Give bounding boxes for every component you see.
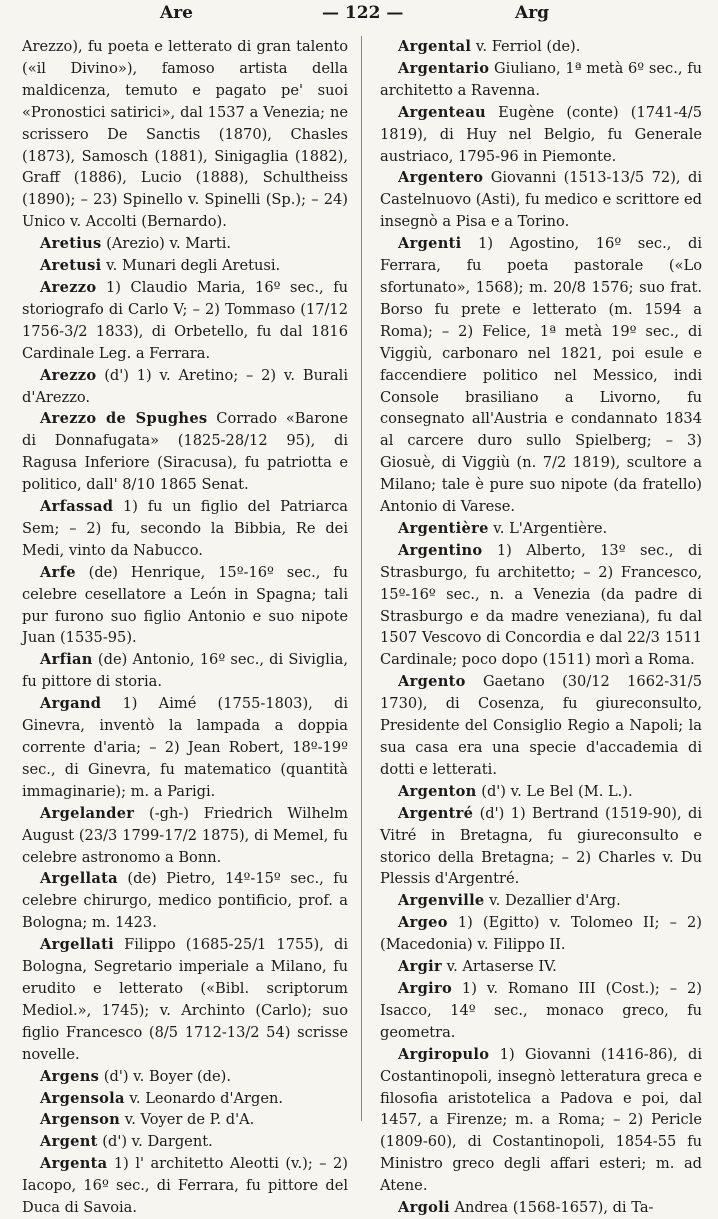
entry-headword: Argentré	[398, 804, 474, 822]
entry-headword: Argenson	[40, 1111, 121, 1129]
entry-headword: Argand	[40, 695, 102, 713]
entry-headword: Argenton	[398, 782, 477, 800]
entry-headword: Argenteau	[398, 103, 486, 121]
dictionary-entry	[22, 365, 348, 409]
dictionary-entry	[380, 781, 702, 803]
entry-headword: Argeo	[398, 914, 448, 932]
entry-headword: Aretius	[40, 235, 102, 253]
entry-headword: Argentario	[398, 59, 490, 77]
dictionary-entry	[380, 956, 702, 978]
dictionary-entry	[380, 102, 702, 168]
entry-headword: Argelander	[40, 804, 135, 822]
dictionary-entry	[22, 277, 348, 365]
entry-headword: Argento	[398, 673, 466, 691]
entry-text: v. Artaserse IV.	[441, 958, 557, 976]
entry-text: v. L'Argentière.	[488, 519, 608, 537]
header-right-guideword: Arg	[515, 3, 550, 23]
dictionary-entry	[22, 36, 348, 233]
dictionary-entry	[22, 803, 348, 869]
dictionary-entry	[22, 562, 348, 650]
entry-text: 1) l' architetto Aleotti (v.); – 2) Iacopo, 16º sec., di Ferrara, fu pittore del Duca di Savoia.	[22, 1155, 348, 1217]
entry-text: Filippo (1685-25/1 1755), di Bologna, Segretario imperiale a Milano, fu erudito e letterato («Bibl. scriptorum Mediol.», 1745); v. Archinto (Carlo); suo figlio Francesco (8/5 1712-13/2 54) scrisse novelle.	[22, 936, 348, 1063]
entry-text: 1) (Egitto) v. Tolomeo II; – 2) (Macedonia) v. Filippo II.	[380, 914, 702, 954]
entry-text: v. Voyer de P. d'A.	[120, 1111, 255, 1129]
entry-headword: Argens	[40, 1067, 100, 1085]
entry-headword: Argentero	[398, 169, 484, 187]
dictionary-entry	[22, 255, 348, 277]
dictionary-entry	[380, 167, 702, 233]
dictionary-entry	[22, 693, 348, 803]
entry-text: 1) Aimé (1755-1803), di Ginevra, inventò la lampada a doppia corrente d'aria; – 2) Jean Robert, 18º-19º sec., di Ginevra, fu matematico (quantità immaginarie); m. a Parigi.	[22, 695, 348, 800]
entry-text: 1) Giovanni (1416-86), di Costantinopoli, insegnò letteratura greca e filosofia aristotelica a Padova e poi, dal 1457, a Firenze; m. a Roma; – 2) Pericle (1809-60), di Costantinopoli, 1854-55 fu Ministro greco degli affari esteri; m. ad Atene.	[380, 1045, 702, 1195]
entry-headword: Argenta	[40, 1155, 108, 1173]
entry-headword: Arfian	[40, 651, 93, 669]
entry-headword: Argent	[40, 1133, 98, 1151]
dictionary-entry	[22, 1131, 348, 1153]
dictionary-entry	[22, 649, 348, 693]
entry-text: Giovanni (1513-13/5 72), di Castelnuovo (Asti), fu medico e scrittore ed insegnò a Pisa e a Torino.	[380, 169, 702, 231]
dictionary-entry	[22, 1088, 348, 1110]
entry-text: (d') v. Le Bel (M. L.).	[476, 782, 633, 800]
dictionary-entry	[380, 978, 702, 1044]
entry-text: v. Ferriol (de).	[471, 38, 581, 55]
dictionary-entry	[380, 540, 702, 671]
entry-headword: Argenti	[398, 235, 462, 253]
entry-headword: Argensola	[40, 1089, 125, 1107]
entry-text: (Arezio) v. Marti.	[101, 235, 232, 253]
entry-text: Andrea (1568-1657), di Ta-	[449, 1199, 654, 1217]
dictionary-entry	[22, 868, 348, 934]
entry-text: Corrado «Barone di Donnafugata» (1825-28/12 95), di Ragusa Inferiore (Siracusa), fu patriotta e politico, dall' 8/10 1865 Senat.	[22, 410, 348, 494]
entry-text: 1) Alberto, 13º sec., di Strasburgo, fu architetto; – 2) Francesco, 15º-16º sec., n. a Venezia (da padre di Strasburgo e da madre veneziana), fu dal 1507 Vescovo di Concordia e dal 22/3 1511 Cardinale; poco dopo (1511) morì a Roma.	[380, 541, 702, 669]
dictionary-entry	[380, 671, 702, 781]
dictionary-entry	[380, 518, 702, 540]
column-divider	[361, 36, 362, 1121]
dictionary-entry	[380, 58, 702, 102]
entry-headword: Argellati	[40, 936, 115, 954]
entry-text: (de) Antonio, 16º sec., di Siviglia, fu pittore di storia.	[22, 651, 348, 691]
entry-text: (-gh-) Friedrich Wilhelm August (23/3 1799-17/2 1875), di Memel, fu celebre astronomo a Bonn.	[22, 804, 348, 866]
entry-headword: Argentière	[398, 519, 489, 537]
dictionary-entry	[380, 803, 702, 891]
right-column	[380, 36, 702, 1219]
entry-text: 1) fu un figlio del Patriarca Sem; – 2) fu, secondo la Bibbia, Re dei Medi, vinto da Nabucco.	[22, 498, 348, 559]
entry-text: (d') v. Dargent.	[97, 1133, 213, 1151]
dictionary-entry	[22, 233, 348, 255]
entry-text: 1) v. Romano III (Cost.); – 2) Isacco, 14º sec., monaco greco, fu geometra.	[380, 979, 702, 1041]
page-header	[0, 3, 718, 29]
entry-headword: Argoli	[398, 1199, 450, 1217]
entry-text: (de) Pietro, 14º-15º sec., fu celebre chirurgo, medico pontificio, prof. a Bologna; m. 1423.	[22, 870, 348, 932]
dictionary-entry	[22, 1109, 348, 1131]
dictionary-entry	[380, 1044, 702, 1197]
entry-text: (d') 1) v. Aretino; – 2) v. Burali d'Arezzo.	[22, 366, 348, 406]
entry-text: v. Dezallier d'Arg.	[484, 892, 621, 910]
entry-text: Arezzo), fu poeta e letterato di gran talento («il Divino»), famoso artista della maldicenza, temuto e pagato pe' suoi «Pronostici satirici», dal 1537 a Venezia; ne scrissero De Sanctis (1870), Chasles (1873), Samosch (1881), Sinigaglia (1882), Graff (1886), Lucio (1888), Schultheiss (1890); – 23) Spinello v. Spinelli (Sp.); – 24) Unico v. Accolti (Bernardo).	[22, 38, 348, 231]
entry-headword: Arezzo de Spughes	[40, 410, 208, 428]
entry-text: 1) Agostino, 16º sec., di Ferrara, fu poeta pastorale («Lo sfortunato», 1568); m. 20/8 1576; suo frat. Borso fu prete e letterato (m. 1594 a Roma); – 2) Felice, 1ª metà 19º sec., di Viggiù, carbonaro nel 1821, poi esule e faccendiere politico nel Messico, indi Console brasiliano a Livorno, fu consegnato all'Austria e condannato 1834 al carcere duro sullo Spielberg; – 3) Giosuè, di Viggiù (n. 7/2 1819), scultore a Milano; tale è pure suo nipote (da fratello) Antonio di Varese.	[380, 235, 702, 516]
entry-text: Gaetano (30/12 1662-31/5 1730), di Cosenza, fu giureconsulto, Presidente del Consiglio Regio a Napoli; la sua casa era una specie d'accademia di dotti e letterati.	[380, 673, 702, 778]
entry-headword: Arfe	[40, 563, 76, 581]
dictionary-entry	[22, 1066, 348, 1088]
dictionary-entry	[380, 36, 702, 58]
entry-headword: Argiro	[398, 979, 452, 997]
dictionary-entry	[22, 408, 348, 496]
header-left-guideword: Are	[160, 3, 193, 23]
entry-text: v. Leonardo d'Argen.	[124, 1089, 284, 1107]
entry-headword: Argir	[398, 958, 442, 976]
entry-headword: Argiropulo	[398, 1045, 490, 1063]
entry-headword: Arezzo	[40, 366, 97, 384]
entry-headword: Aretusi	[40, 257, 102, 275]
entry-text: Eugène (conte) (1741-4/5 1819), di Huy nel Belgio, fu Generale austriaco, 1795-96 in Piemonte.	[380, 103, 702, 165]
entry-headword: Argental	[398, 38, 472, 55]
dictionary-entry	[22, 934, 348, 1065]
entry-text: (d') 1) Bertrand (1519-90), di Vitré in Bretagna, fu giureconsulto e storico della Bretagna; – 2) Charles v. Du Plessis d'Argentré.	[380, 804, 702, 888]
left-column	[22, 36, 348, 1219]
entry-headword: Argentino	[398, 541, 483, 559]
dictionary-entry	[380, 912, 702, 956]
dictionary-entry	[22, 1153, 348, 1219]
dictionary-entry	[380, 233, 702, 518]
entry-text: (d') v. Boyer (de).	[99, 1067, 231, 1085]
entry-headword: Argellata	[40, 870, 118, 888]
entry-headword: Argenville	[398, 892, 485, 910]
entry-text: v. Munari degli Aretusi.	[101, 257, 281, 275]
entry-text: Giuliano, 1ª metà 6º sec., fu architetto a Ravenna.	[380, 59, 702, 99]
page-number: — 122 —	[322, 3, 404, 23]
entry-headword: Arezzo	[40, 278, 97, 296]
entry-text: (de) Henrique, 15º-16º sec., fu celebre cesellatore a León in Spagna; tali pur furono suo figlio Antonio e suo nipote Juan (1535-95).	[22, 563, 348, 647]
dictionary-entry	[380, 890, 702, 912]
dictionary-entry	[380, 1197, 702, 1219]
dictionary-entry	[22, 496, 348, 562]
entry-text: 1) Claudio Maria, 16º sec., fu storiografo di Carlo V; – 2) Tommaso (17/12 1756-3/2 1833), di Orbetello, fu dal 1816 Cardinale Leg. a Ferrara.	[22, 278, 348, 362]
entry-headword: Arfassad	[40, 498, 114, 516]
